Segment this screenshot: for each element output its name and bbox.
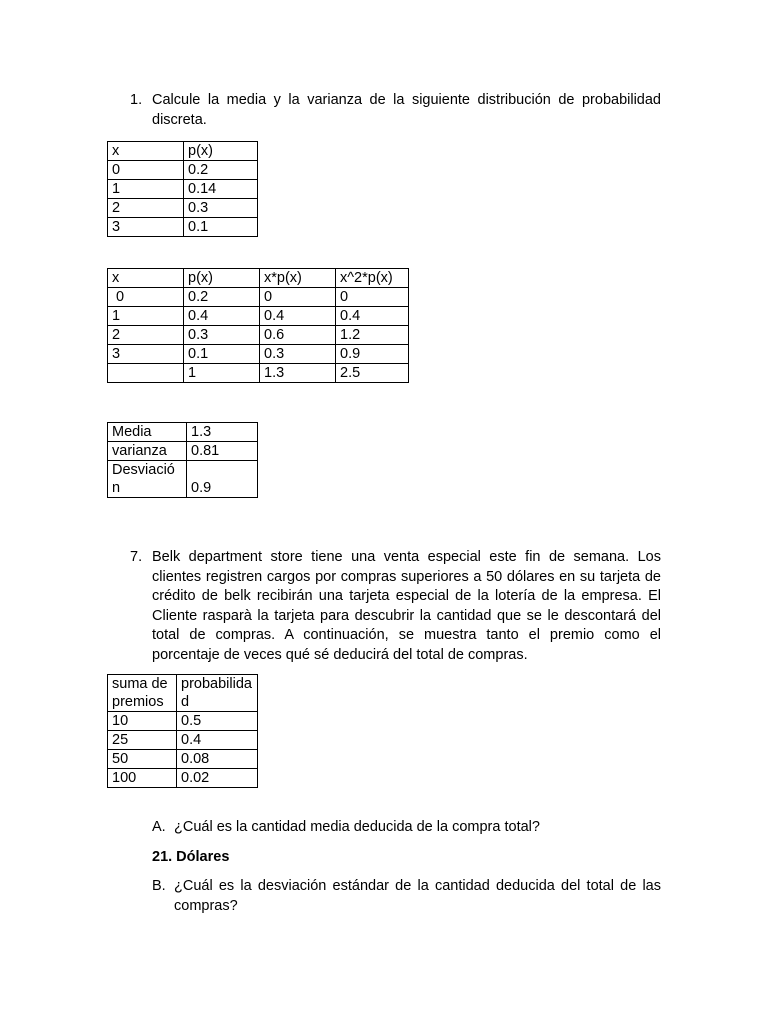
table-cell: 0.9 (336, 345, 409, 364)
table-cell: 1.3 (187, 423, 258, 442)
table-row (108, 180, 258, 199)
table-cell: 2 (108, 326, 184, 345)
table-cell: 0.1 (184, 345, 260, 364)
prize-table (107, 674, 258, 788)
table-cell: 0.4 (260, 307, 336, 326)
table-cell: 0.2 (184, 288, 260, 307)
calculation-table (107, 268, 409, 383)
question-1-text: Calcule la media y la varianza de la siguiente distribución de probabilidad discreta. (152, 92, 661, 128)
table-cell: 1.2 (336, 326, 409, 345)
table-cell: 0.2 (184, 161, 258, 180)
table-row (108, 423, 258, 442)
table-row (108, 218, 258, 237)
table-cell: 100 (108, 769, 177, 788)
sub-question-a-text: ¿Cuál es la cantidad media deducida de la compra total? (174, 819, 540, 835)
table-cell: 0.1 (184, 218, 258, 237)
table-header-cell: suma de premios (108, 675, 177, 712)
table-header-cell: x (108, 142, 184, 161)
question-1-number: 1. (130, 92, 143, 108)
table-row (108, 461, 258, 498)
table-row (108, 750, 258, 769)
table-row (108, 161, 258, 180)
question-7-text: Belk department store tiene una venta especial este fin de semana. Los clientes registren cargos por compras superiores a 50 dólares en su tarjeta de crédito de belk recibirán una tarjeta especial de la lotería de la empresa. El Cliente rasparà la tarjeta para descubrir la cantidad que se le descontará del total de compras. A continuación, se muestra tanto el premio como el porcentaje de veces qué sé deducirá del total de compras. (152, 549, 661, 663)
table-header-cell: p(x) (184, 269, 260, 288)
table-cell: 1.3 (260, 364, 336, 383)
table-cell: 1 (108, 180, 184, 199)
table-row (108, 345, 409, 364)
table-cell: 0.6 (260, 326, 336, 345)
table-cell: 0.81 (187, 442, 258, 461)
table-cell: 1 (184, 364, 260, 383)
table-header-cell: x (108, 269, 184, 288)
table-cell: 0.3 (184, 199, 258, 218)
table-header-cell: p(x) (184, 142, 258, 161)
table-cell: 3 (108, 218, 184, 237)
table-header-cell: x*p(x) (260, 269, 336, 288)
table-cell: 25 (108, 731, 177, 750)
sub-question-b-letter: B. (152, 878, 166, 894)
table-cell: 50 (108, 750, 177, 769)
table-cell: 0 (336, 288, 409, 307)
table-cell: 0 (108, 161, 184, 180)
table-row (108, 442, 258, 461)
table-cell: 10 (108, 712, 177, 731)
table-cell: 2.5 (336, 364, 409, 383)
table-cell: 3 (108, 345, 184, 364)
table-header-row (108, 142, 258, 161)
table-cell: 0.02 (177, 769, 258, 788)
table-row (108, 288, 409, 307)
table-row (108, 307, 409, 326)
summary-table (107, 422, 258, 498)
table-row (108, 712, 258, 731)
table-header-cell: probabilidad (177, 675, 258, 712)
table-row (108, 731, 258, 750)
table-cell: 0.14 (184, 180, 258, 199)
table-header-row (108, 675, 258, 712)
sub-question-b-text: ¿Cuál es la desviación estándar de la cantidad deducida del total de las compras? (174, 878, 661, 914)
table-cell: Desviación (108, 461, 187, 498)
table-cell: 0.4 (184, 307, 260, 326)
table-cell: varianza (108, 442, 187, 461)
table-cell: 1 (108, 307, 184, 326)
table-row (108, 326, 409, 345)
table-total-row (108, 364, 409, 383)
table-cell: 0.08 (177, 750, 258, 769)
table-cell: 0.3 (184, 326, 260, 345)
table-header-cell: x^2*p(x) (336, 269, 409, 288)
table-row (108, 199, 258, 218)
table-cell: Media (108, 423, 187, 442)
table-cell (108, 364, 184, 383)
table-header-row (108, 269, 409, 288)
answer-a: 21. Dólares (152, 849, 230, 865)
table-cell: 0.9 (187, 461, 258, 498)
table-cell: 0.3 (260, 345, 336, 364)
table-cell: 0 (108, 288, 184, 307)
table-cell: 2 (108, 199, 184, 218)
question-7-number: 7. (130, 549, 143, 565)
table-cell: 0.4 (177, 731, 258, 750)
table-row (108, 769, 258, 788)
distribution-table (107, 141, 258, 237)
table-cell: 0.4 (336, 307, 409, 326)
sub-question-a-letter: A. (152, 819, 166, 835)
table-cell: 0.5 (177, 712, 258, 731)
table-cell: 0 (260, 288, 336, 307)
